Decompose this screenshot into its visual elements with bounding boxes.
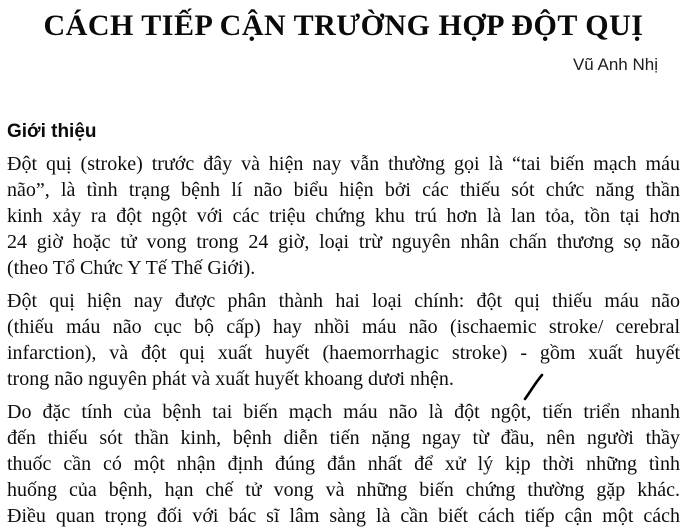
author-name: Vũ Anh Nhị [572, 55, 658, 74]
text-line: đến thiếu sót thần kinh, bệnh diễn tiến nặng ngay từ đầu, nên người thầy [7, 427, 680, 449]
text-line: Đột quị hiện nay được phân thành hai loại chính: đột quị thiếu máu não [7, 290, 680, 312]
text-line: thuốc cần có một nhận định đúng đắn nhất để xử lý kịp thời những tình [7, 453, 680, 475]
body-text [7, 151, 680, 529]
section-heading: Giới thiệu [7, 121, 97, 142]
page-title: CÁCH TIẾP CẬN TRƯỜNG HỢP ĐỘT QUỊ [43, 9, 644, 42]
text-line: Do đặc tính của bệnh tai biến mạch máu não là đột ngột, tiến triển nhanh [7, 401, 680, 423]
text-line: infarction), và đột quị xuất huyết (haemorrhagic stroke) - gồm xuất huyết [7, 342, 680, 364]
text-line: Đột quị (stroke) trước đây và hiện nay vẫn thường gọi là “tai biến mạch máu [7, 153, 680, 175]
text-line: não”, là tình trạng bệnh lí não biểu hiện bởi các thiếu sót chức năng thần [7, 179, 680, 201]
text-line: Điều quan trọng đối với bác sĩ lâm sàng là cần biết cách tiếp cận một cách [7, 505, 680, 527]
paragraph [7, 399, 680, 529]
text-line: huống của bệnh, hạn chế tử vong và những biến chứng thường gặp khác. [7, 479, 680, 501]
text-line: kinh xảy ra đột ngột với các triệu chứng khu trú hơn là lan tỏa, tồn tại hơn [7, 205, 680, 227]
paragraph [7, 151, 680, 281]
paragraph [7, 288, 680, 392]
text-line: (theo Tổ Chức Y Tế Thế Giới). [7, 257, 256, 279]
text-line: (thiếu máu não cục bộ cấp) hay nhồi máu não (ischaemic stroke/ cerebral [7, 316, 680, 338]
text-line: 24 giờ hoặc tử vong trong 24 giờ, loại trừ nguyên nhân chấn thương sọ não [7, 231, 680, 253]
text-line: trong não nguyên phát và xuất huyết khoang dươi nhện. [7, 368, 454, 390]
